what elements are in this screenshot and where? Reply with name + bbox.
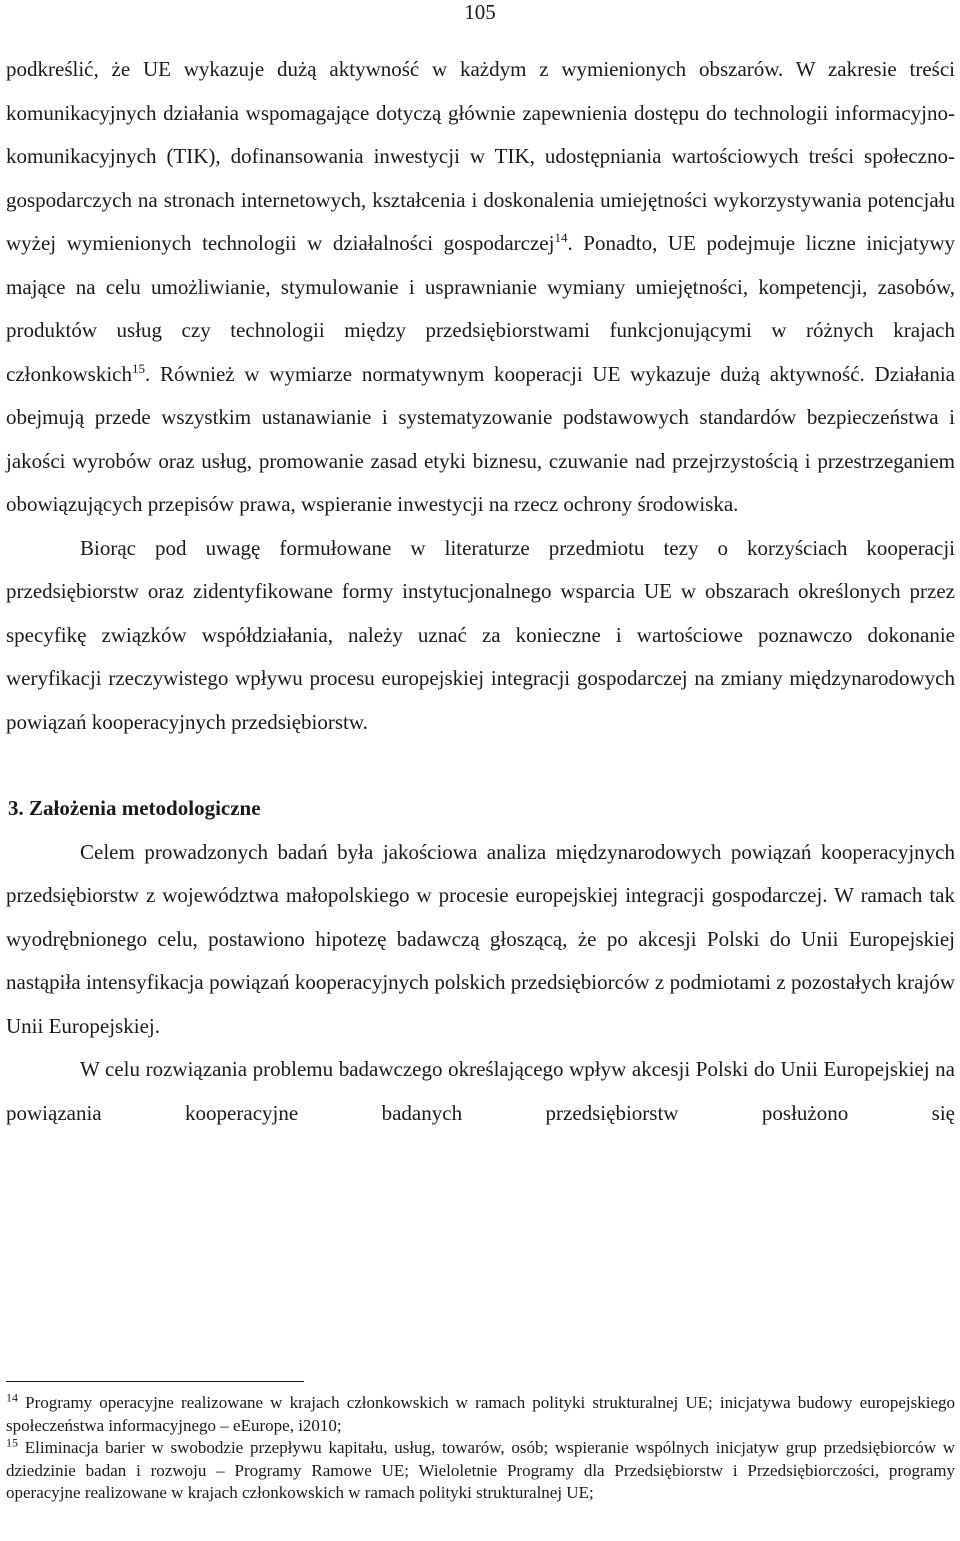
body-text [6, 48, 955, 1135]
paragraph-3: Celem prowadzonych badań była jakościowa analiza międzynarodowych powiązań kooperacyjnych przedsiębiorstw z województwa małopolskiego w procesie europejskiej integracji gospodarczej. W ramach tak wyodrębnionego celu, postawiono hipotezę badawczą głoszącą, że po akcesji Polski do Unii Europejskiej nastąpiła intensyfikacja powiązań kooperacyjnych polskich przedsiębiorców z podmiotami z pozostałych krajów Unii Europejskiej. [6, 839, 955, 1038]
footnote-ref-15: 15 [131, 360, 145, 376]
footnote-ref-14: 14 [554, 230, 568, 245]
footnote-text: Programy operacyjne realizowane w krajach członkowskich w ramach polityki strukturalnej UE; inicjatywa budowy europejskiego społeczeństwa informacyjnego – eEurope, i2010; [6, 1393, 956, 1435]
paragraph-1-text: podkreślić, że UE wykazuje dużą aktywność w każdym z wymienionych obszarów. W zakresie treści komunikacyjnych działania wspomagające dotyczą głównie zapewnienia dostępu do technologii informacyjno-komunikacyjnych (TIK), dofinansowania inwestycji w TIK, udostępniania wartościowych treści społeczno-gospodarczych na stronach internetowych, kształcenia i doskonalenia umiejętności wykorzystywania potencjału wyżej wymienionych technologii w działalności gospodarczej [6, 57, 955, 255]
paragraph-1b-text: . Ponadto, UE podejmuje liczne inicjatywy mające na celu umożliwianie, stymulowanie i usprawnianie wymiany umiejętności, kompetencji, zasobów, produktów usług czy technologii między przedsiębiorstwami funkcjonującymi w różnych krajach członkowskich [6, 231, 955, 386]
section-heading: 3. Założenia metodologiczne [8, 796, 261, 820]
footnote-14 [6, 1392, 955, 1437]
footnotes [6, 1392, 955, 1505]
paragraph-1 [6, 48, 955, 527]
page-number: 105 [464, 0, 496, 24]
footnote-number: 14 [6, 1390, 18, 1405]
footnote-text: Eliminacja barier w swobodzie przepływu kapitału, usług, towarów, osób; wspieranie wspólnych inicjatyw grup przedsiębiorców w dziedzinie badan i rozwoju – Programy Ramowe UE; Wieloletnie Programy dla Przedsiębiorstw i Przedsiębiorczości, programy operacyjne realizowane w krajach członkowskich w ramach polityki strukturalnej UE; [6, 1438, 956, 1502]
paragraph-1c-text: . Również w wymiarze normatywnym kooperacji UE wykazuje dużą aktywność. Działania obejmują przede wszystkim ustanawianie i systematyzowanie podstawowych standardów bezpieczeństwa i jakości wyrobów oraz usług, promowanie zasad etyki biznesu, czuwanie nad przejrzystością i przestrzeganiem obowiązujących przepisów prawa, wspieranie inwestycji na rzecz ochrony środowiska. [6, 361, 955, 516]
paragraph-2: Biorąc pod uwagę formułowane w literaturze przedmiotu tezy o korzyściach kooperacji przedsiębiorstw oraz zidentyfikowane formy instytucjonalnego wsparcia UE w obszarach określonych przez specyfikę związków współdziałania, należy uznać za konieczne i wartościowe poznawczo dokonanie weryfikacji rzeczywistego wpływu procesu europejskiej integracji gospodarczej na zmiany międzynarodowych powiązań kooperacyjnych przedsiębiorstw. [6, 535, 955, 734]
paragraph-4: W celu rozwiązania problemu badawczego określającego wpływ akcesji Polski do Unii Europejskiej na powiązania kooperacyjne badanych przedsiębiorstw posłużono się [6, 1057, 955, 1125]
footnote-separator [6, 1381, 304, 1382]
footnote-number: 15 [6, 1435, 18, 1450]
footnote-15 [6, 1437, 955, 1505]
